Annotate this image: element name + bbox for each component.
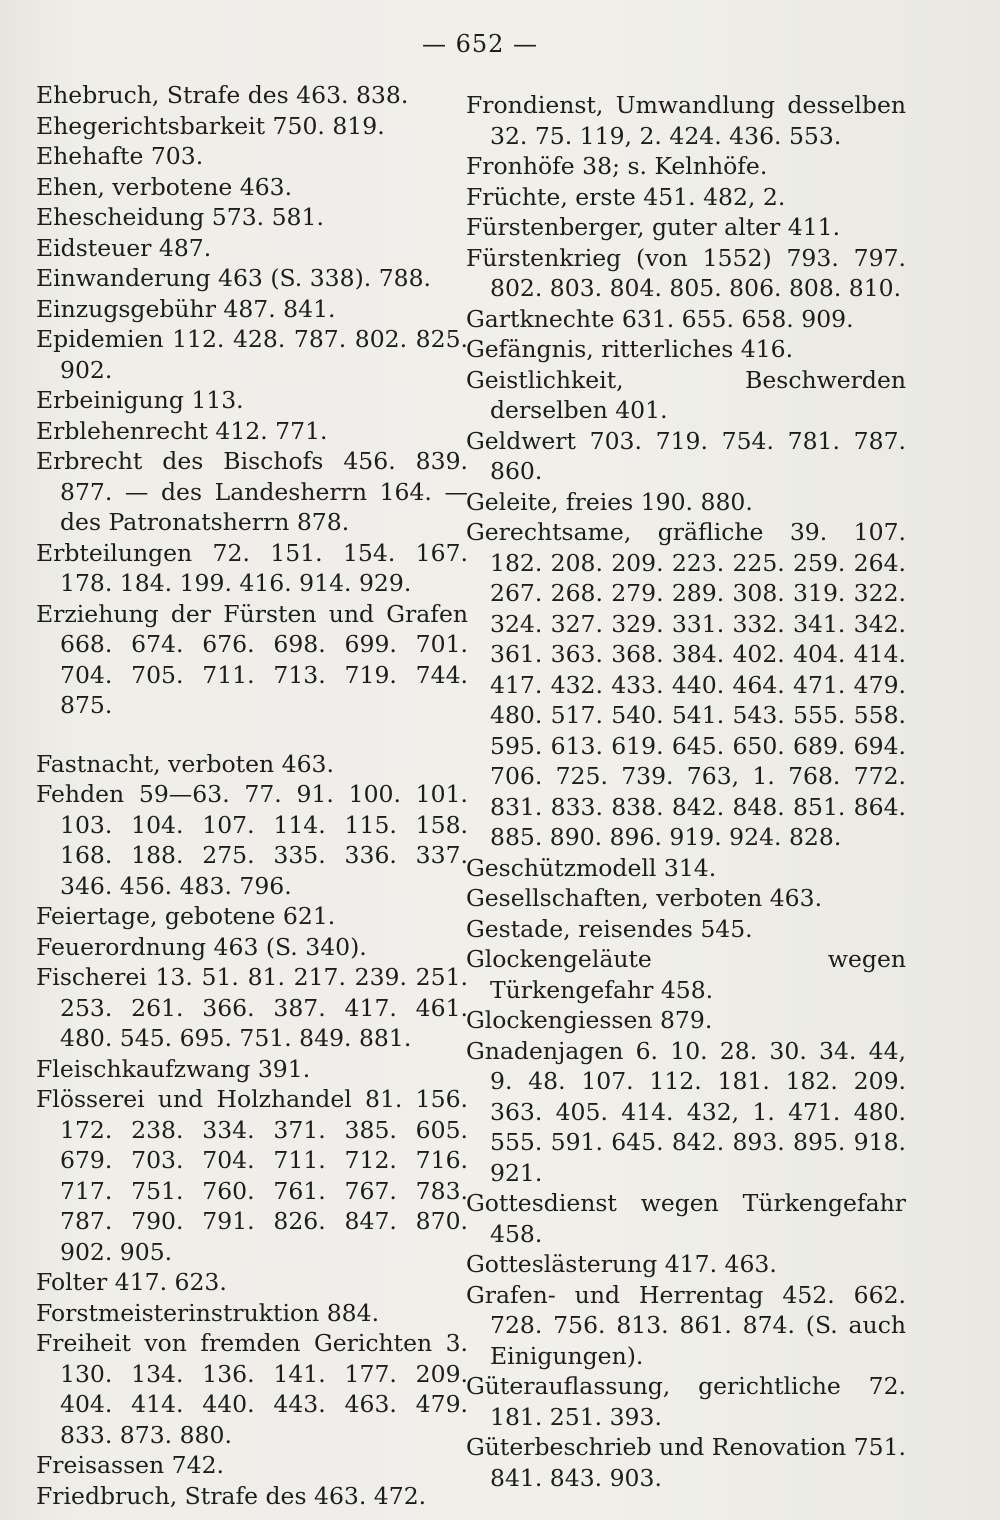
index-entry: Geschützmodell 314. (466, 853, 717, 882)
index-entry: Gestade, reisendes 545. (466, 914, 753, 943)
index-entry: Einwanderung 463 (S. 338). 788. (36, 264, 432, 292)
index-entry: Gesellschaften, verboten 463. (466, 884, 823, 912)
index-entry: Erziehung der Fürsten und Grafen 668. 674. 676. 698. 699. 701. 704. 705. 711. 713. 719. 744. 875. (36, 599, 468, 719)
index-entry: Fehden 59—63. 77. 91. 100. 101. 103. 104. 107. 114. 115. 158. 168. 188. 275. 335. 336. 337. 346. 456. 483. 796. (36, 780, 468, 900)
index-entry: Fleischkaufzwang 391. (36, 1054, 311, 1083)
index-entry: Geldwert 703. 719. 754. 781. 787. 860. (466, 426, 906, 485)
index-entry: Gartknechte 631. 655. 658. 909. (466, 304, 854, 333)
index-entry: Gerechtsame, gräfliche 39. 107. 182. 208. 209. 223. 225. 259. 264. 267. 268. 279. 289. 308. 319. 322. 324. 327. 329. 331. 332. 341. 342. 361. 363. 368. 384. 402. 404. 414. 417. 432. 433. 440. 464. 471. 479. 480. 517. 540. 541. 543. 555. 558. 595. 613. 619. 645. 650. 689. 694. 706. 725. 739. 763, 1. 768. 772. 831. 833. 838. 842. 848. 851. 864. 885. 890. 896. 919. 924. 828. (466, 518, 906, 851)
index-entry: Folter 417. 623. (36, 1268, 227, 1296)
index-entry: Feuerordnung 463 (S. 340). (36, 932, 367, 961)
index-entry: Grafen- und Herrentag 452. 662. 728. 756. 813. 861. 874. (S. auch Einigungen). (466, 1280, 906, 1370)
index-entry: Güterauflassung, gerichtliche 72. 181. 251. 393. (466, 1372, 906, 1431)
index-entry: Güterbeschrieb und Renovation 751. 841. 843. 903. (466, 1433, 906, 1492)
index-entry: Erblehenrecht 412. 771. (36, 416, 328, 445)
index-column-left (36, 80, 468, 1511)
index-entry: Geistlichkeit, Beschwerden derselben 401. (466, 365, 906, 424)
index-entry: Fischerei 13. 51. 81. 217. 239. 251. 253. 261. 366. 387. 417. 461. 480. 545. 695. 751. 849. 881. (36, 963, 468, 1052)
index-entry: Ehehafte 703. (36, 142, 204, 170)
index-entry: Fronhöfe 38; s. Kelnhöfe. (466, 152, 768, 180)
index-entry: Ehegerichtsbarkeit 750. 819. (36, 111, 385, 140)
index-entry: Fürstenkrieg (von 1552) 793. 797. 802. 803. 804. 805. 806. 808. 810. (466, 243, 906, 302)
index-entry: Freiheit von fremden Gerichten 3. 130. 134. 136. 141. 177. 209. 404. 414. 440. 443. 463. 479. 833. 873. 880. (36, 1329, 468, 1449)
index-entry: Gefängnis, ritterliches 416. (466, 335, 794, 363)
index-entry: Feiertage, gebotene 621. (36, 902, 336, 930)
index-entry: Geleite, freies 190. 880. (466, 487, 753, 516)
index-entry: Gnadenjagen 6. 10. 28. 30. 34. 44, 9. 48. 107. 112. 181. 182. 209. 363. 405. 414. 432, 1. 471. 480. 555. 591. 645. 842. 893. 895. 918. 921. (466, 1036, 906, 1187)
index-entry: Ehebruch, Strafe des 463. 838. (36, 81, 409, 109)
index-entry: Einzugsgebühr 487. 841. (36, 294, 336, 323)
index-entry: Glockengeläute wegen Türkengefahr 458. (466, 945, 906, 1004)
index-entry: Früchte, erste 451. 482, 2. (466, 182, 786, 211)
index-entry: Gotteslästerung 417. 463. (466, 1250, 777, 1278)
index-entry: Fastnacht, verboten 463. (36, 749, 334, 778)
index-entry: Eidsteuer 487. (36, 233, 212, 262)
index-entry: Erbeinigung 113. (36, 386, 244, 414)
index-entry: Friedbruch, Strafe des 463. 472. (36, 1481, 427, 1510)
index-entry: Freisassen 742. (36, 1451, 224, 1479)
index-entry: Erbrecht des Bischofs 456. 839. 877. — des Landesherrn 164. — des Patronatsherrn 878. (36, 447, 468, 536)
index-entry: Forstmeisterinstruktion 884. (36, 1298, 380, 1327)
index-entry: Ehen, verbotene 463. (36, 172, 293, 201)
page-number: — 652 — (421, 30, 539, 58)
index-entry: Gottesdienst wegen Türkengefahr 458. (466, 1189, 906, 1248)
index-entry: Ehescheidung 573. 581. (36, 203, 324, 231)
index-entry: Glockengiessen 879. (466, 1006, 713, 1034)
index-column-right (466, 90, 906, 1493)
index-entry: Fürstenberger, guter alter 411. (466, 213, 841, 241)
index-entry: Frondienst, Umwandlung desselben 32. 75. 119, 2. 424. 436. 553. (466, 91, 906, 150)
index-entry: Erbteilungen 72. 151. 154. 167. 178. 184. 199. 416. 914. 929. (36, 538, 468, 597)
index-entry: Flösserei und Holzhandel 81. 156. 172. 238. 334. 371. 385. 605. 679. 703. 704. 711. 712. 716. 717. 751. 760. 761. 767. 783. 787. 790. 791. 826. 847. 870. 902. 905. (36, 1085, 468, 1266)
index-entry: Epidemien 112. 428. 787. 802. 825. 902. (36, 325, 468, 384)
